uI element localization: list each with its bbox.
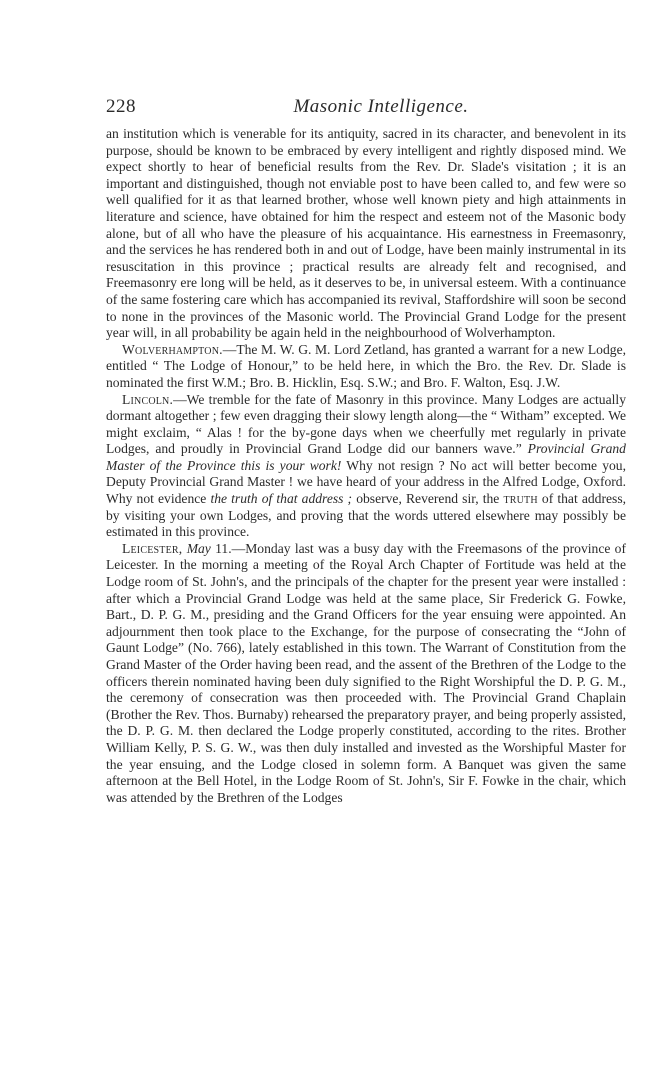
paragraph-text: 11.—Monday last was a busy day with the Freemasons of the province of Leicester. In the morning a meeting of the Royal Arch Chapter of Fortitude was held at the Lodge room of St. John's, and the principals of the chapter for the present year were installed : after which a Provincial Grand Lodge was held at the same place, Sir Frederick G. Fowke, Bart., D. P. G. M., presiding and the Grand Officers for the year ensuing were appointed. An adjournment then took place to the Exchange, for the purpose of consecrating the “John of Gaunt Lodge” (No. 766), lately established in this town. The Warrant of Constitution from the Grand Master of the Order having been read, and the assent of the Brethren of the Lodge to the officers therein nominated having been duly signified to the Right Worshipful the D. P. G. M., the ceremony of consecration was then proceeded with. The Provincial Grand Chaplain (Brother the Rev. Thos. Burnaby) rehearsed the preparatory prayer, and being properly assisted, the D. P. G. M. then declared the Lodge properly constituted, according to the rites. Brother William Kelly, P. S. G. W., was then duly installed and invested as the Worshipful Master for the year ensuing, and the Lodge closed in solemn form. A Banquet was given the same afternoon at the Bell Hotel, in the Lodge Room of St. John's, Sir F. Fowke in the chair, which was attended by the Brethren of the Lodges (106, 540, 627, 805)
paragraph-text: —The M. W. G. M. Lord Zetland, has granted a warrant for a new Lodge, entitled “ The Lodge of Honour,” to be held here, in which the Bro. the Rev. Dr. Slade is nominated the first W.M.; Bro. B. Hicklin, Esq. S.W.; and Bro. F. Walton, Esq. J.W. (106, 341, 626, 390)
page-number: 228 (106, 96, 136, 117)
paragraph-staffordshire (106, 126, 626, 342)
running-head (106, 96, 626, 126)
paragraph-text: of that address, by visiting your own Lodges, and proving that the words uttered elsewhere may possibly be estimated in this province. (106, 491, 627, 540)
place-heading-leicester: Leicester, (122, 540, 183, 556)
italic-phrase: Provincial Grand Master of the Province this is your work! (106, 441, 626, 473)
running-title: Masonic Intelligence. (293, 96, 469, 117)
paragraph-text: an institution which is venerable for its antiquity, sacred in its character, and benevolent in its purpose, should be known to be embraced by every intelligent and rightly disposed mind. We expect shortly to hear of beneficial results from the Rev. Dr. Slade's visitation ; it is an important and distinguished, though not enviable post to have been called to, and few were so well qualified for it as that learned brother, whose well known piety and high attainments in literature and science, have obtained for him the respect and esteem not of the Masonic body alone, but of all who have the pleasure of his acquaintance. His earnestness in Freemasonry, and the services he has rendered both in and out of Lodge, have been mainly instrumental in its resuscitation in this province ; practical results are already felt and recognised, and Freemasonry ere long will be held, as it deserves to be, in universal esteem. With a continuance of the same fostering care which has accompanied its revival, Staffordshire will soon be second to none in the provinces of the Masonic world. The Provincial Grand Lodge for the present year will, in all probability be again held in the neighbourhood of Wolverhampton. (106, 126, 626, 341)
italic-phrase: the truth of that address ; (210, 491, 353, 507)
article-body (106, 126, 626, 806)
paragraph-text: —We tremble for the fate of Masonry in this province. Many Lodges are actually dormant altogether ; few even dragging their slowy length along—the “ Witham” excepted. We might exclaim, “ Alas ! for the by-gone days when we cheerfully met regularly in private Lodges, and proudly in Provincial Grand Lodge did our banners wave.” (106, 391, 626, 457)
paragraph-leicester (106, 541, 626, 807)
date-month: May (186, 540, 211, 556)
paragraph-lincoln (106, 392, 626, 541)
paragraph-wolverhampton (106, 342, 626, 392)
place-heading-lincoln: Lincoln. (122, 391, 174, 407)
paragraph-text: Why not resign ? No act will better become you, Deputy Provincial Grand Master ! we have heard of your address in the Alfred Lodge, Oxford. Why not evidence (106, 457, 626, 507)
smallcaps-word: truth (503, 491, 538, 507)
place-heading-wolverhampton: Wolverhampton. (122, 341, 223, 357)
paragraph-text: observe, Reverend sir, the (352, 491, 504, 507)
page (106, 96, 626, 806)
